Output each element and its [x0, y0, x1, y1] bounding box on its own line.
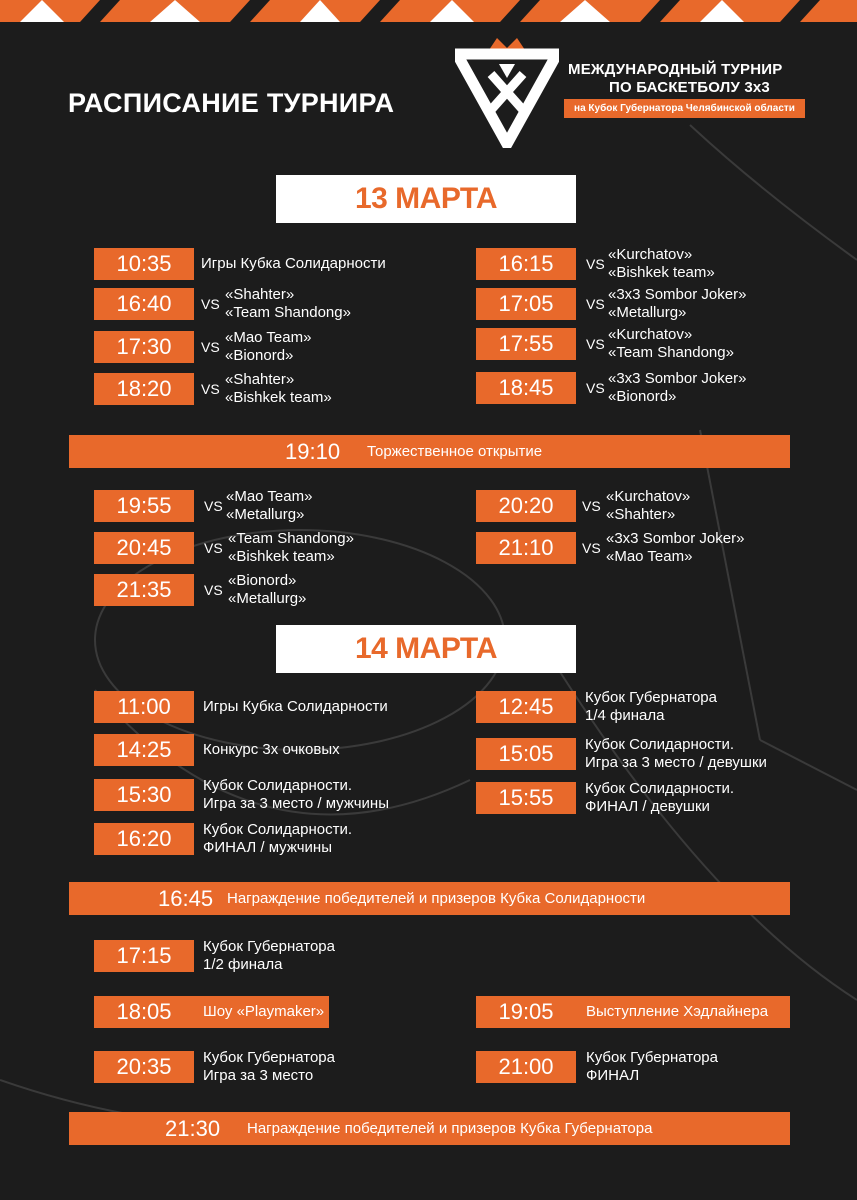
- time-badge: 18:20: [94, 373, 194, 405]
- time-badge: 20:45: [94, 532, 194, 564]
- day1-header: 13 МАРТА: [276, 175, 576, 223]
- event-line-1: Кубок Солидарности.: [203, 777, 353, 794]
- team-pair: [226, 488, 312, 524]
- vs-label: VS: [204, 498, 223, 514]
- team-pair: [225, 371, 332, 407]
- event-bar: [94, 996, 329, 1028]
- team-1: «3х3 Sombor Joker»: [608, 286, 747, 303]
- event-label: [203, 1049, 335, 1085]
- event-line-2: ФИНАЛ / мужчины: [203, 839, 332, 856]
- award-solidarity-bar: [69, 882, 790, 915]
- event-line-2: 1/4 финала: [585, 707, 665, 724]
- event-line-1: Кубок Губернатора: [203, 1049, 335, 1066]
- vs-label: VS: [586, 380, 605, 396]
- event-label: [203, 938, 335, 974]
- team-2: «Metallurg»: [228, 590, 307, 607]
- logo-subtitle: на Кубок Губернатора Челябинской области: [564, 99, 805, 118]
- team-pair: [228, 530, 354, 566]
- event-line-2: ФИНАЛ: [586, 1067, 640, 1084]
- logo-title-line2: ПО БАСКЕТБОЛУ 3х3: [609, 79, 770, 96]
- event-line-2: Игра за 3 место: [203, 1067, 314, 1084]
- team-pair: [608, 246, 715, 282]
- time-badge: 14:25: [94, 734, 194, 766]
- event-bar: [476, 996, 790, 1028]
- vs-label: VS: [204, 582, 223, 598]
- time-badge: 16:20: [94, 823, 194, 855]
- time-badge: 20:35: [94, 1051, 194, 1083]
- event-label: Выступление Хэдлайнера: [586, 1003, 769, 1020]
- vs-label: VS: [582, 498, 601, 514]
- event-line-1: Кубок Солидарности.: [585, 780, 735, 797]
- team-2: «Team Shandong»: [225, 304, 351, 321]
- team-2: «Metallurg»: [226, 506, 305, 523]
- event-line-2: ФИНАЛ / девушки: [585, 798, 710, 815]
- award-governor-bar: [69, 1112, 790, 1145]
- team-2: «Bishkek team»: [225, 389, 332, 406]
- event-label: [585, 689, 717, 725]
- top-decor-band: [0, 0, 857, 22]
- event-line-1: Кубок Губернатора: [203, 938, 335, 955]
- time-label: 16:45: [158, 886, 214, 911]
- vs-label: VS: [586, 296, 605, 312]
- event-label: [586, 1049, 718, 1085]
- event-label: Награждение победителей и призеров Кубка Губернатора: [247, 1120, 653, 1137]
- time-badge: 15:30: [94, 779, 194, 811]
- time-badge: 12:45: [476, 691, 576, 723]
- team-2: «Bionord»: [225, 347, 294, 364]
- time-badge: 16:15: [476, 248, 576, 280]
- event-label: Шоу «Playmaker»: [203, 1003, 325, 1020]
- team-2: «Metallurg»: [608, 304, 687, 321]
- event-label: [203, 821, 352, 857]
- vs-label: VS: [586, 336, 605, 352]
- vs-label: VS: [204, 540, 223, 556]
- day2-header: 14 МАРТА: [276, 625, 576, 673]
- team-1: «Team Shandong»: [228, 530, 354, 547]
- team-pair: [608, 286, 746, 322]
- event-label: Игры Кубка Солидарности: [203, 698, 388, 715]
- time-badge: 17:05: [476, 288, 576, 320]
- team-2: «Bionord»: [608, 388, 677, 405]
- event-label: Конкурс 3х очковых: [203, 741, 340, 758]
- team-2: «Team Shandong»: [608, 344, 734, 361]
- team-1: «3х3 Sombor Joker»: [606, 530, 745, 547]
- event-label: [585, 736, 767, 772]
- team-pair: [228, 572, 306, 608]
- event-label: Торжественное открытие: [367, 443, 543, 460]
- event-label: [203, 777, 389, 813]
- time-badge: 16:40: [94, 288, 194, 320]
- team-1: «Bionord»: [228, 572, 297, 589]
- time-badge: 18:05: [94, 996, 194, 1028]
- team-pair: [608, 326, 734, 362]
- event-line-2: Игра за 3 место / мужчины: [203, 795, 389, 812]
- logo-title-line1: МЕЖДУНАРОДНЫЙ ТУРНИР: [568, 61, 783, 78]
- team-1: «Mao Team»: [226, 488, 313, 505]
- opening-ceremony-bar: [69, 435, 790, 468]
- event-line-1: Кубок Солидарности.: [203, 821, 353, 838]
- vs-label: VS: [201, 339, 220, 355]
- vs-label: VS: [582, 540, 601, 556]
- vs-label: VS: [586, 256, 605, 272]
- team-2: «Bishkek team»: [608, 264, 715, 281]
- team-2: «Bishkek team»: [228, 548, 335, 565]
- team-2: «Shahter»: [606, 506, 676, 523]
- team-pair: [225, 286, 351, 322]
- time-badge: 21:10: [476, 532, 576, 564]
- time-badge: 11:00: [94, 691, 194, 723]
- time-badge: 17:55: [476, 328, 576, 360]
- team-pair: [606, 488, 690, 524]
- time-badge: 19:55: [94, 490, 194, 522]
- event-line-1: Кубок Губернатора: [586, 1049, 718, 1066]
- team-2: «Mao Team»: [606, 548, 693, 565]
- team-pair: [608, 370, 746, 406]
- team-1: «3х3 Sombor Joker»: [608, 370, 747, 387]
- vs-label: VS: [201, 381, 220, 397]
- team-pair: [606, 530, 744, 566]
- team-pair: [225, 329, 311, 365]
- time-label: 19:10: [285, 439, 341, 464]
- team-1: «Kurchatov»: [608, 326, 693, 343]
- time-badge: 15:55: [476, 782, 576, 814]
- team-1: «Mao Team»: [225, 329, 312, 346]
- team-1: «Kurchatov»: [606, 488, 691, 505]
- time-badge: 20:20: [476, 490, 576, 522]
- event-label: [585, 780, 734, 816]
- time-badge: 19:05: [476, 996, 576, 1028]
- vs-label: VS: [201, 296, 220, 312]
- event-label: Награждение победителей и призеров Кубка Солидарности: [227, 890, 646, 907]
- time-badge: 17:30: [94, 331, 194, 363]
- page-title: РАСПИСАНИЕ ТУРНИРА: [68, 88, 395, 118]
- time-badge: 17:15: [94, 940, 194, 972]
- time-badge: 21:00: [476, 1051, 576, 1083]
- team-1: «Kurchatov»: [608, 246, 693, 263]
- event-line-2: Игра за 3 место / девушки: [585, 754, 767, 771]
- event-label: Игры Кубка Солидарности: [201, 255, 386, 272]
- time-badge: 15:05: [476, 738, 576, 770]
- event-line-1: Кубок Солидарности.: [585, 736, 735, 753]
- event-line-1: Кубок Губернатора: [585, 689, 717, 706]
- time-badge: 10:35: [94, 248, 194, 280]
- tournament-logo-icon: [455, 34, 559, 148]
- event-line-2: 1/2 финала: [203, 956, 283, 973]
- time-badge: 21:35: [94, 574, 194, 606]
- team-1: «Shahter»: [225, 286, 295, 303]
- time-badge: 18:45: [476, 372, 576, 404]
- time-label: 21:30: [165, 1116, 221, 1141]
- team-1: «Shahter»: [225, 371, 295, 388]
